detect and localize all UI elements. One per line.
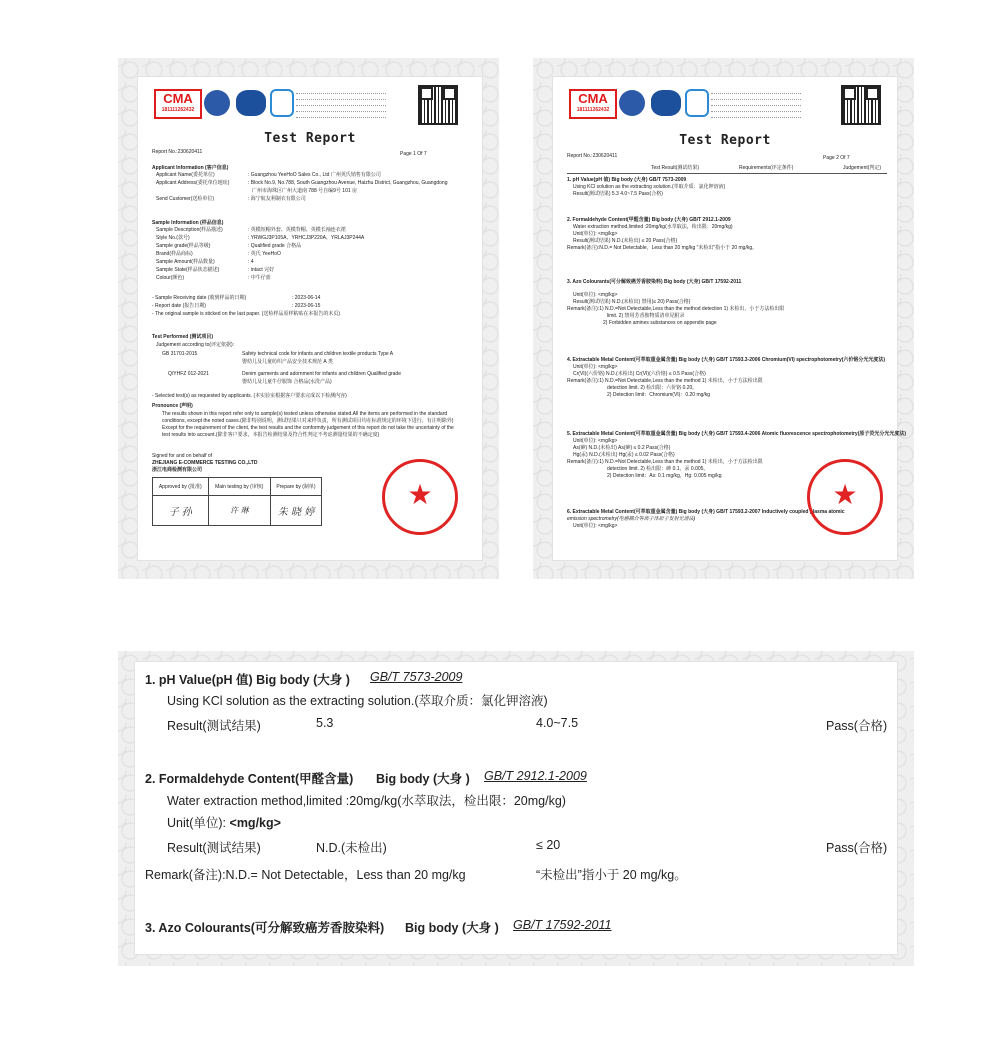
pronounce-line: test results into account.(除非客户要求，本报告检测结果及符合性判定不考虑测量结果的不确定度): [162, 432, 380, 438]
section-line: emission spectrometry(电感耦合等离子体原子发射光谱法): [567, 516, 696, 522]
report-number: Report No.:230620411: [567, 153, 618, 159]
ph-extraction-note: Using KCl solution as the extracting solution.(萃取介质：氯化钾溶液): [167, 694, 548, 708]
qr-code: [420, 87, 456, 123]
ph-result-label: Result(测试结果): [167, 719, 261, 733]
formaldehyde-result-value: N.D.(未检出): [316, 841, 387, 855]
applicant-label: Send Customer(送检单位): [156, 196, 215, 202]
section-line: Using KCl solution as the extracting solution.(萃取介质：氯化钾溶液): [573, 184, 726, 190]
cma-logo: CMA 181111262432: [569, 89, 617, 119]
results-section-1: [567, 177, 887, 198]
section-line: Result(测试结果) N.D.(未检出) ≤ 20 Pass(合格): [573, 238, 678, 244]
date-value: : 2023-06-14: [292, 295, 321, 301]
signature-text: 子 孙: [168, 507, 192, 518]
company-en: ZHEJIANG E-COMMERCE TESTING CO.,LTD: [152, 460, 258, 466]
sample-label: Sample grade(样品等级): [156, 243, 211, 249]
pronounce-line: conditions, except the noted cases.(除非特别说明，测试结果只对来样负责，所有测试项目均在标准规定的环境下进行，有注明除外): [162, 418, 454, 424]
formaldehyde-standard-link: GB/T 2912.1-2009: [484, 769, 587, 783]
results-section-4: [567, 357, 887, 399]
azo-standard-link: GB/T 17592-2011: [513, 918, 612, 932]
sample-value: : YRWGJ3P105A、YRHCJ3P220A、YRLAJ3P244A: [248, 235, 365, 241]
page-number: Page 1 Of 7: [400, 151, 427, 157]
signature-text: 许 琳: [230, 506, 249, 515]
official-seal-stamp: ★: [807, 459, 883, 535]
report-header: [138, 77, 482, 129]
standards: [162, 351, 472, 387]
judgement-label: Judgement according to(评定依据):: [156, 342, 235, 348]
report-title: Test Report: [264, 131, 356, 146]
page-number: Page 2 Of 7: [823, 155, 850, 161]
cnas-icon: [236, 90, 266, 116]
azo-section-title: 3. Azo Colourants(可分解致癌芳香胺染料): [145, 921, 385, 935]
applicant-value: : Block No.9, No.788, South Guangzhou Avenue, Haizhu District, Guangzhou, Guangdong: [248, 180, 448, 186]
formaldehyde-requirement: ≤ 20: [536, 838, 561, 852]
results-section-3: [567, 279, 887, 327]
ph-section-title: 1. pH Value(pH 值) Big body (大身 ): [145, 673, 350, 687]
formaldehyde-unit: [167, 813, 281, 831]
ecommerce-testing-shield-icon: [270, 89, 294, 117]
section-line: As(砷) N.D.(未检出) As(砷) ≤ 0.2 Pass(合格): [573, 445, 671, 451]
standard-text-cn: 婴幼儿及儿童牛仔服饰 合格品(水洗产品): [242, 379, 332, 385]
sample-value: : intact 完好: [248, 267, 275, 273]
qr-code: [843, 87, 879, 123]
tester-signature: [208, 496, 271, 526]
section-title: 2. Formaldehyde Content(甲醛含量) Big body (大身) GB/T 2912.1-2009: [567, 217, 731, 223]
section-title: 3. Azo Colourants(可分解致癌芳香胺染料) Big body (大身) GB/T 17592-2011: [567, 279, 742, 285]
section-line: Unit(单位): <mg/kg>: [573, 523, 618, 529]
section-line: detection limit. 2) 检出限：砷 0.1，汞 0.005。: [607, 466, 709, 472]
formaldehyde-result-label: Result(测试结果): [167, 841, 261, 855]
pronounce-text: [162, 411, 472, 439]
zoom-excerpt: [135, 662, 897, 954]
formaldehyde-method-note: Water extraction method,limited :20mg/kg(水萃取法，检出限：20mg/kg): [167, 794, 566, 808]
formaldehyde-body-label: Big body (大身 ): [376, 772, 470, 786]
standard-code: Q/YHFZ 012-2021: [168, 371, 209, 377]
ecommerce-testing-shield-icon: [685, 89, 709, 117]
report-page-1: [138, 77, 482, 560]
sample-label: Sample Amount(样品数量): [156, 259, 215, 265]
section-title: 6. Extractable Metal Content(可萃取重金属含量) Big body (大身) GB/T 17593.2-2007 Inductively coupled plasma atomic: [567, 509, 845, 515]
date-rows: [152, 295, 472, 319]
section-line: Remark(备注):1) N.D.=Not Detectable,Less than the method 1) 未检出，小于方法检出限: [567, 378, 763, 384]
sample-label: Colour(颜色): [156, 275, 185, 281]
section-line: 2) Detection limit：As: 0.1 mg/kg，Hg: 0.005 mg/kg: [607, 473, 722, 479]
sample-label: Sample State(样品状态描述): [156, 267, 220, 273]
applicant-rows: [156, 172, 476, 204]
ilac-mra-icon: [619, 90, 645, 116]
applicant-value: 广州市海珠区广州大道南 788 号自编9号 101 房: [252, 188, 358, 194]
section-title: 4. Extractable Metal Content(可萃取重金属含量) Big body (大身) GB/T 17593.3-2006 Chromium(VI) spectrophotometry(六价铬分光光度法): [567, 357, 886, 363]
main-testing-by-header: Main testing by (审核): [208, 478, 271, 496]
unit-label: Unit(单位):: [167, 816, 230, 830]
section-line: Unit(单位): <mg/kg>: [573, 231, 618, 237]
section-line: Water extraction method,limited :20mg/kg(水萃取法，检出限：20mg/kg): [573, 224, 733, 230]
formaldehyde-judgement: Pass(合格): [826, 841, 888, 855]
pronounce-heading: Pronounce (声明): [152, 403, 193, 409]
formaldehyde-remark-cn: “未检出”指小于 20 mg/kg。: [536, 868, 687, 882]
section-line: 2) Detection limit：Chromium(VI)：0.20 mg/kg: [607, 392, 711, 398]
formaldehyde-section-title: 2. Formaldehyde Content(甲醛含量): [145, 772, 354, 786]
test-performed-heading: Test Performed (测试项目): [152, 334, 214, 340]
report-number: Report No.:230620411: [152, 149, 203, 155]
prepare-by-header: Prepare by (制单): [271, 478, 322, 496]
cma-logo: CMA 181111262432: [154, 89, 202, 119]
cnas-icon: [651, 90, 681, 116]
sample-value: : 英模短帽外套、英模背帽、英模长袖连衣裙: [248, 227, 346, 233]
applicant-label: Applicant Name(委托单位): [156, 172, 215, 178]
sample-value: : 4: [248, 259, 254, 265]
standard-code: GB 31701-2015: [162, 351, 198, 357]
report-title: Test Report: [679, 133, 771, 148]
sample-rows: [156, 227, 476, 283]
sample-label: Style No.(款号): [156, 235, 190, 241]
results-section-2: [567, 217, 887, 252]
date-label: - Report date (报告日期): [152, 303, 206, 309]
section-line: Hg(汞) N.D.(未检出) Hg(汞) ≤ 0.02 Pass(合格): [573, 452, 675, 458]
date-value: : 2023-06-15: [292, 303, 321, 309]
selected-tests-note: - Selected test(s) as requested by applicants. (本实验室根据客户要求完成以下检测内容): [152, 393, 347, 399]
sample-info-heading: Sample Information (样品信息): [152, 220, 224, 226]
report-page-2: [553, 77, 907, 560]
ilac-mra-icon: [204, 90, 230, 116]
section-title: 1. pH Value(pH 值) Big body (大身) GB/T 7573-2009: [567, 177, 687, 183]
ph-requirement: 4.0~7.5: [536, 716, 579, 730]
preparer-signature: [271, 496, 322, 526]
section-line: Unit(单位): <mg/kg>: [573, 438, 618, 444]
applicant-info-heading: Applicant Information (客户信息): [152, 165, 229, 171]
section-line: limit. 2) 禁用芳香胺物质清单见附录: [607, 313, 685, 319]
report-header: [553, 77, 897, 129]
col-header-judgement: Judgement(判定): [843, 165, 882, 171]
section-title: 5. Extractable Metal Content(可萃取重金属含量) Big body (大身) GB/T 17593.4-2006 Atomic fluorescence spectrophotometry(原子荧光分光光度法): [567, 431, 907, 437]
signed-for: Signed for and on behalf of: [152, 453, 213, 459]
section-line: Remark(备注):1) N.D.=Not Detectable,Less than the method detection 1) 未检出，小于方法检出限: [567, 306, 785, 312]
sample-value: : 英氏 YeeHoO: [248, 251, 281, 257]
section-line: 2) Forbidden amines substances on appendix page: [603, 320, 717, 326]
applicant-value: : 海宁航友利制衣有限公司: [248, 196, 306, 202]
ph-result-value: 5.3: [316, 716, 334, 730]
section-line: Remark(备注):1) N.D.=Not Detectable,Less than the method 1) 未检出，小于方法检出限: [567, 459, 763, 465]
azo-body-label: Big body (大身 ): [405, 921, 499, 935]
standard-text: Safety technical code for infants and children textile products Type A: [242, 351, 394, 357]
standard-text: Denim garments and adornment for infants and children Qualified grade: [242, 371, 401, 377]
ph-judgement: Pass(合格): [826, 719, 888, 733]
section-line: Unit(单位): <mg/kg>: [573, 364, 618, 370]
section-line: Cr(VI)(六价铬) N.D.(未检出) Cr(VI)(六价铬) ≤ 0.5 Pass(合格): [573, 371, 706, 377]
sample-label: Brand(样品商标): [156, 251, 193, 257]
formaldehyde-remark: Remark(备注):N.D.= Not Detectable，Less than 20 mg/kg: [145, 868, 466, 882]
signature-text: 朱 晓 婷: [277, 507, 315, 518]
section-line: Remark(备注):N.D.= Not Detectable，Less than 20 mg/kg "未检出"指小于 20 mg/kg。: [567, 245, 758, 251]
date-label: - Sample Receiving date (收到样品的日期): [152, 295, 247, 301]
standard-text-cn: 婴幼儿及儿童纺织产品安全技术规范 A 类: [242, 359, 333, 365]
approval-table: [152, 477, 322, 526]
section-line: Unit(单位): <mg/kg>: [573, 292, 618, 298]
sample-value: : 中牛仔蓝: [248, 275, 271, 281]
sample-value: : Qualified grade 合格品: [248, 243, 302, 249]
original-sample-note: - The original sample is sticked on the last paper. (送检样品原样粘贴在本报告的末页): [152, 311, 341, 317]
section-line: Result(测试结果) 5.3 4.0~7.5 Pass(合格): [573, 191, 663, 197]
section-line: Result(测试结果) N.D.(未检出) 禁用(≤ 20) Pass(合格): [573, 299, 691, 305]
approved-by-header: Approved by (批准): [153, 478, 209, 496]
ph-standard-link: GB/T 7573-2009: [370, 670, 463, 684]
sample-label: Sample Description(样品描述): [156, 227, 223, 233]
unit-value: <mg/kg>: [229, 816, 281, 830]
applicant-label: Applicant Address(委托单位地址): [156, 180, 230, 186]
col-header-result: Test Result(测试结果): [651, 165, 700, 171]
pronounce-line: Except for the requirement of the client, the test results and the conformity judgement of this report do not take the uncertainty of the: [162, 425, 454, 431]
approver-signature: [153, 496, 209, 526]
col-header-requirements: Requirements(评定条件): [739, 165, 794, 171]
applicant-value: : Guangzhou YeeHoO Sales Co., Ltd 广州英氏销售有限公司: [248, 172, 381, 178]
company-cn: 浙江电商检测有限公司: [152, 467, 203, 473]
section-line: detection limit. 2) 检出限：六价铬 0.20。: [607, 385, 698, 391]
official-seal-stamp: ★: [382, 459, 458, 535]
pronounce-line: The results shown in this report refer only to sample(s) tested unless otherwise stated.All the items are performed in the standard: [162, 411, 448, 417]
